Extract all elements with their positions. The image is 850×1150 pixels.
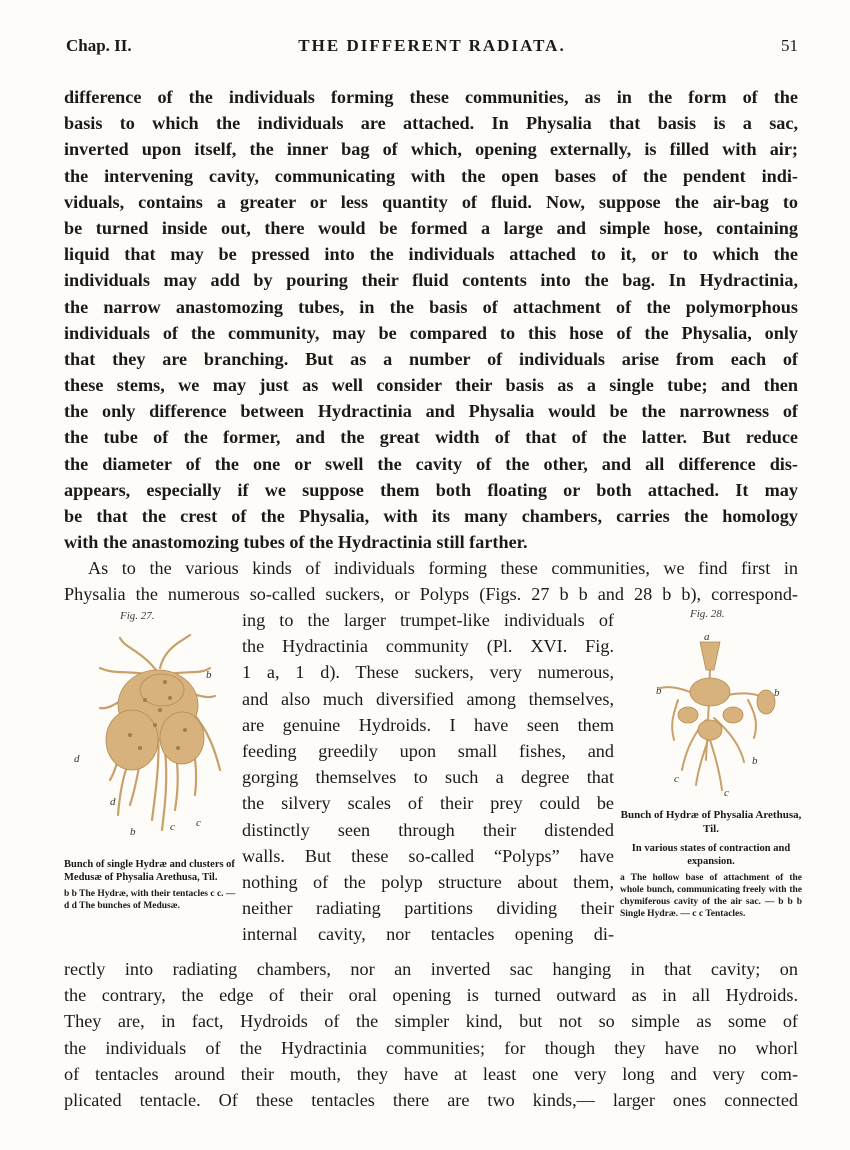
text-line: individuals may add by pouring their fluid contents into the bag. In Hydractinia,	[64, 270, 798, 291]
text-line: liquid that may be pressed into the individuals attached to it, or to which the	[64, 244, 798, 265]
text-line: difference of the individuals forming these communities, as in the form of the	[64, 87, 798, 107]
text-line: and also much diversified among themselves,	[242, 688, 614, 709]
text-line: 1 a, 1 d). These suckers, very numerous,	[242, 662, 614, 683]
text-line: the Hydractinia community (Pl. XVI. Fig.	[242, 636, 614, 657]
bottom-paragraph	[64, 956, 798, 1113]
text-line: the narrow anastomozing tubes, in the basis of attachment of the polymorphous	[64, 296, 798, 317]
fig28-letter-b3: b	[752, 755, 758, 767]
text-line: be that the crest of the Physalia, with its many chambers, carries the homology	[64, 506, 798, 526]
figure-28-caption-legend: a The hollow base of attachment of the whole bunch, communicating freely with the chymiferous cavity of the air sac. — b b b Single Hydræ. — c c Tentacles.	[620, 873, 802, 919]
text-line: the individuals of the Hydractinia communities; for though they have no whorl	[64, 1037, 798, 1058]
fig28-letter-a: a	[704, 631, 710, 643]
figure-28-illustration	[648, 630, 798, 800]
text-line: appears, especially if we suppose them both floating or both attached. It may	[64, 479, 798, 500]
figure-28-caption-title: Bunch of Hydræ of Physalia Arethusa, Til.	[620, 809, 802, 835]
wrapped-text-column	[242, 607, 614, 947]
page-number: 51	[781, 36, 798, 55]
text-line: the silvery scales of their prey could be	[242, 793, 614, 814]
text-line: nothing of the polyp structure about them,	[242, 871, 614, 892]
text-line: the diameter of the one or swell the cavity of the other, and all difference dis-	[64, 453, 798, 474]
page-title: THE DIFFERENT RADIATA.	[298, 36, 566, 55]
fig27-letter-c2: c	[196, 817, 201, 829]
chapter-label: Chap. II.	[66, 36, 132, 55]
text-line: feeding greedily upon small fishes, and	[242, 740, 614, 761]
text-line: They are, in fact, Hydroids of the simpler kind, but not so simple as some of	[64, 1011, 798, 1032]
figure-27-illustration	[70, 630, 242, 845]
fig28-letter-c2: c	[724, 787, 729, 799]
fig27-letter-b: b	[206, 669, 212, 681]
text-line: rectly into radiating chambers, nor an inverted sac hanging in that cavity; on	[64, 959, 798, 979]
fig27-letter-b2: b	[130, 826, 136, 838]
text-line: that they are branching. But as a number of individuals arise from each of	[64, 348, 798, 369]
fig28-letter-c: c	[674, 773, 679, 785]
fig27-letter-d2: d	[110, 796, 116, 808]
paragraph-2	[64, 555, 798, 607]
text-line: individuals of the community, may be compared to this hose of the Physalia, only	[64, 322, 798, 343]
text-line: the tube of the former, and the great width of that of the latter. But reduce	[64, 427, 798, 448]
text-line: gorging themselves to such a degree that	[242, 767, 614, 788]
figure-27-label: Fig. 27.	[120, 610, 155, 622]
text-line: of tentacles around their mouth, they have at least one very long and very com-	[64, 1063, 798, 1084]
figure-27-caption-legend: b b The Hydræ, with their tentacles c c. — d d The bunches of Medusæ.	[64, 888, 236, 911]
text-line: inverted upon itself, the inner bag of which, opening externally, is filled with air;	[64, 139, 798, 160]
text-line: walls. But these so-called “Polyps” have	[242, 845, 614, 866]
fig28-letter-b: b	[656, 685, 662, 697]
text-line: Physalia the numerous so-called suckers, or Polyps (Figs. 27 b b and 28 b b), correspond-	[64, 584, 798, 605]
text-line: are genuine Hydroids. I have seen them	[242, 714, 614, 735]
text-line: neither radiating partitions dividing their	[242, 898, 614, 919]
text-line: the only difference between Hydractinia and Physalia would be the narrowness of	[64, 401, 798, 422]
running-head	[66, 36, 798, 62]
text-line: with the anastomozing tubes of the Hydractinia still farther.	[64, 532, 528, 553]
text-line: the contrary, the edge of their oral opening is turned outward as in all Hydroids.	[64, 985, 798, 1006]
figure-27-caption	[64, 858, 236, 912]
figure-28-caption	[620, 808, 802, 920]
text-line: As to the various kinds of individuals forming these communities, we find first in	[88, 558, 798, 578]
figure-28-caption-sub: In various states of contraction and expansion.	[631, 843, 791, 867]
text-line: viduals, contains a greater or less quantity of fluid. Now, suppose the air-bag to	[64, 191, 798, 212]
figure-28-label: Fig. 28.	[690, 608, 725, 620]
text-line: be turned inside out, there would be formed a large and simple hose, containing	[64, 217, 798, 238]
text-line: these stems, we may just as well consider their basis as a single tube; and then	[64, 375, 798, 396]
text-line: ing to the larger trumpet-like individuals of	[242, 610, 614, 630]
fig27-letter-c: c	[170, 821, 175, 833]
text-line: plicated tentacle. Of these tentacles there are two kinds,— larger ones connected	[64, 1089, 798, 1110]
paragraph-1	[64, 84, 798, 555]
text-line: basis to which the individuals are attached. In Physalia that basis is a sac,	[64, 113, 798, 134]
text-line: internal cavity, nor tentacles opening di-	[242, 924, 614, 945]
figure-27-caption-title: Bunch of single Hydræ and clusters of Medusæ of Physalia Arethusa, Til.	[64, 859, 235, 884]
text-line: the intervening cavity, communicating with the open bases of the pendent indi-	[64, 165, 798, 186]
fig27-letter-d: d	[74, 753, 80, 765]
text-line: distinctly seen through their distended	[242, 819, 614, 840]
fig28-letter-b2: b	[774, 687, 780, 699]
